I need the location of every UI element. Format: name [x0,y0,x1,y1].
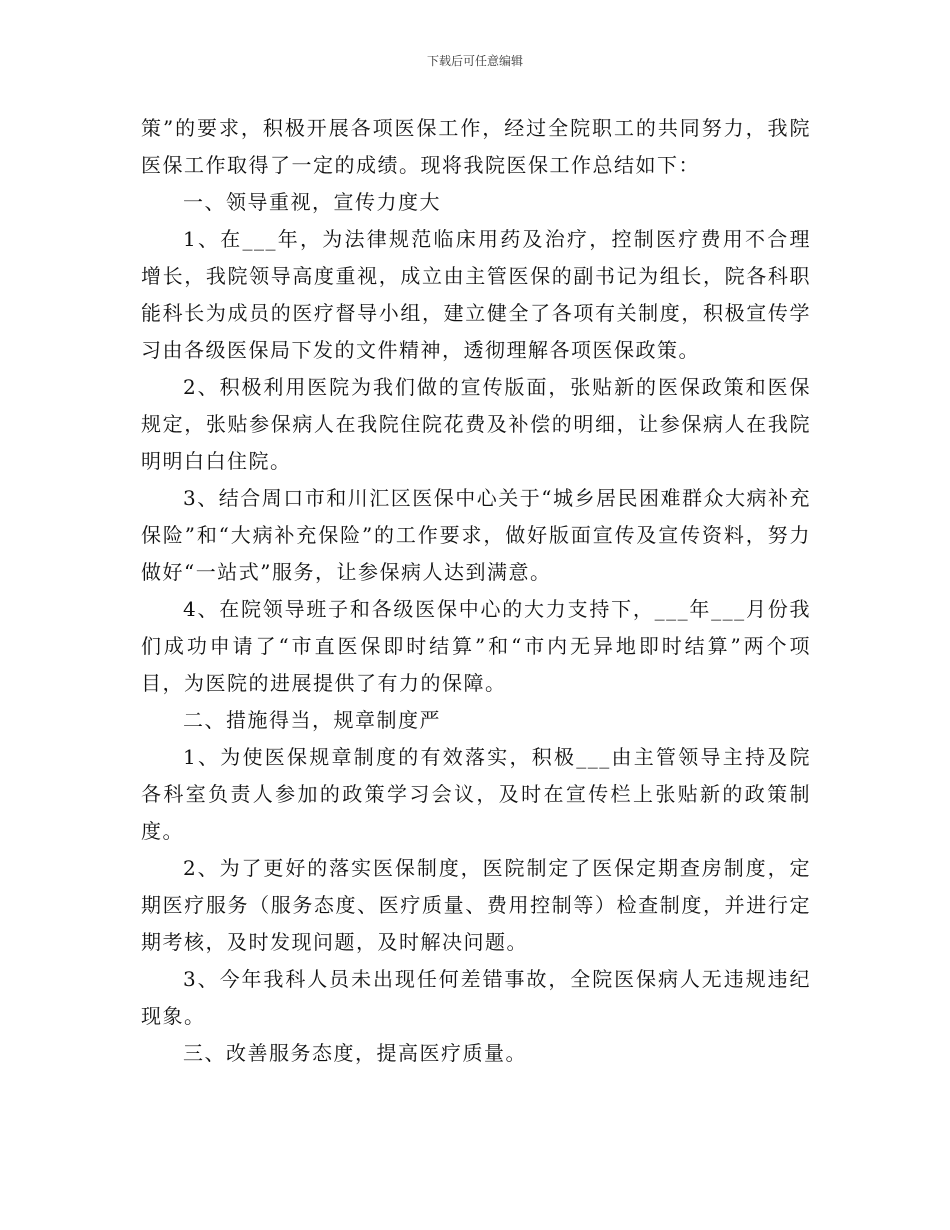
paragraph-2-1: 1、为使医保规章制度的有效落实，积极___由主管领导主持及院各科室负责人参加的政策学习会议，及时在宣传栏上张贴新的政策制度。 [141,745,811,843]
section-heading-2: 二、措施得当，规章制度严 [183,708,441,732]
paragraph-1-3: 3、结合周口市和川汇区医保中心关于“城乡居民困难群众大病补充保险”和“大病补充保险”的工作要求，做好版面宣传及宣传资料，努力做好“一站式”服务，让参保病人达到满意。 [141,486,811,584]
paragraph-intro: 策”的要求，积极开展各项医保工作，经过全院职工的共同努力，我院医保工作取得了一定的成绩。现将我院医保工作总结如下： [141,116,811,177]
section-heading-3: 三、改善服务态度，提高医疗质量。 [183,1041,527,1065]
paragraph-1-2: 2、积极利用医院为我们做的宣传版面，张贴新的医保政策和医保规定，张贴参保病人在我院住院花费及补偿的明细，让参保病人在我院明明白白住院。 [141,375,811,473]
paragraph-2-3: 3、今年我科人员未出现任何差错事故，全院医保病人无违规违纪现象。 [141,967,811,1028]
document-body [141,110,811,1072]
paragraph-1-4: 4、在院领导班子和各级医保中心的大力支持下，___年___月份我们成功申请了“市直医保即时结算”和“市内无异地即时结算”两个项目，为医院的进展提供了有力的保障。 [141,597,811,695]
section-heading-1: 一、领导重视，宣传力度大 [183,190,441,214]
page-header-note: 下载后可任意编辑 [426,54,523,68]
paragraph-2-2: 2、为了更好的落实医保制度，医院制定了医保定期查房制度，定期医疗服务（服务态度、医疗质量、费用控制等）检查制度，并进行定期考核，及时发现问题，及时解决问题。 [141,856,811,954]
paragraph-1-1: 1、在___年，为法律规范临床用药及治疗，控制医疗费用不合理增长，我院领导高度重视，成立由主管医保的副书记为组长，院各科职能科长为成员的医疗督导小组，建立健全了各项有关制度，积极宣传学习由各级医保局下发的文件精神，透彻理解各项医保政策。 [141,227,811,362]
